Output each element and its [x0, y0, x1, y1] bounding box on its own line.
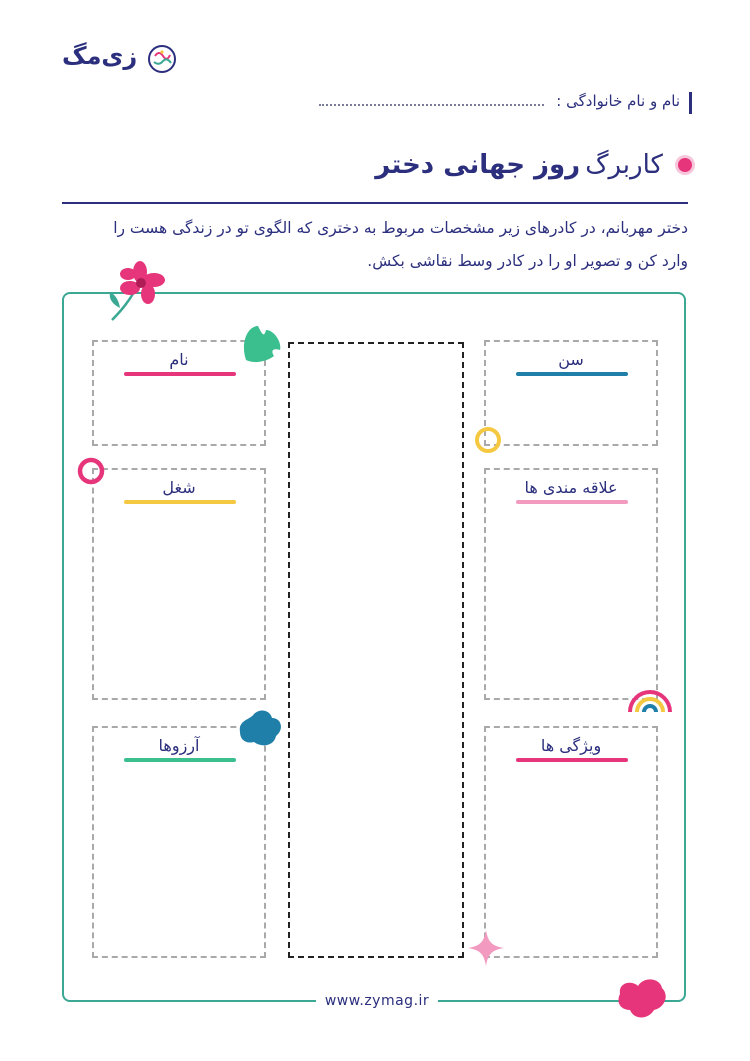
name-accent-bar: [689, 92, 692, 114]
box-traits-underline: [516, 758, 628, 762]
pink-ring-icon: [74, 454, 108, 488]
yellow-ring-icon: [472, 424, 504, 456]
box-name-underline: [124, 372, 236, 376]
flower-icon: [104, 258, 176, 324]
pink-star-icon: [466, 928, 506, 968]
brain-logo-icon: [147, 44, 177, 74]
title-light: کاربرگ: [585, 150, 663, 180]
box-wishes[interactable]: [92, 726, 266, 958]
instructions-line-2: وارد کن و تصویر او را در کادر وسط نقاشی بکش.: [367, 252, 688, 270]
name-dotted-line[interactable]: [319, 104, 544, 106]
box-interests[interactable]: [484, 468, 658, 700]
box-interests-label: علاقه مندی ها: [524, 478, 618, 497]
box-traits-label: ویژگی ها: [540, 736, 602, 755]
website-url[interactable]: www.zymag.ir: [316, 990, 438, 1012]
page-title: [375, 150, 692, 186]
instructions-line-1: دختر مهربانم، در کادرهای زیر مشخصات مربوط به دختری که الگوی تو در زندگی هست را: [113, 219, 688, 237]
leaf-blob-icon: [240, 320, 284, 364]
box-interests-underline: [516, 500, 628, 504]
box-job-label: شغل: [162, 478, 196, 497]
logo-text: زی‌مگ: [62, 42, 138, 70]
name-field[interactable]: [252, 90, 692, 114]
blue-blob-icon: [236, 708, 284, 750]
box-wishes-label: آرزوها: [158, 736, 200, 755]
drawing-box[interactable]: [288, 342, 464, 958]
box-age[interactable]: [484, 340, 658, 446]
box-wishes-underline: [124, 758, 236, 762]
title-bold: روز جهانی دختر: [375, 150, 581, 180]
bullet-icon: [678, 158, 692, 172]
box-job[interactable]: [92, 468, 266, 700]
box-age-underline: [516, 372, 628, 376]
title-divider: [62, 202, 688, 204]
box-traits[interactable]: [484, 726, 658, 958]
pink-blob-icon: [614, 972, 670, 1022]
logo: [62, 40, 177, 80]
box-age-label: سن: [558, 350, 584, 369]
box-name-label: نام: [169, 350, 189, 369]
box-job-underline: [124, 500, 236, 504]
rainbow-icon: [624, 668, 676, 716]
name-label: نام و نام خانوادگی :: [556, 92, 680, 110]
